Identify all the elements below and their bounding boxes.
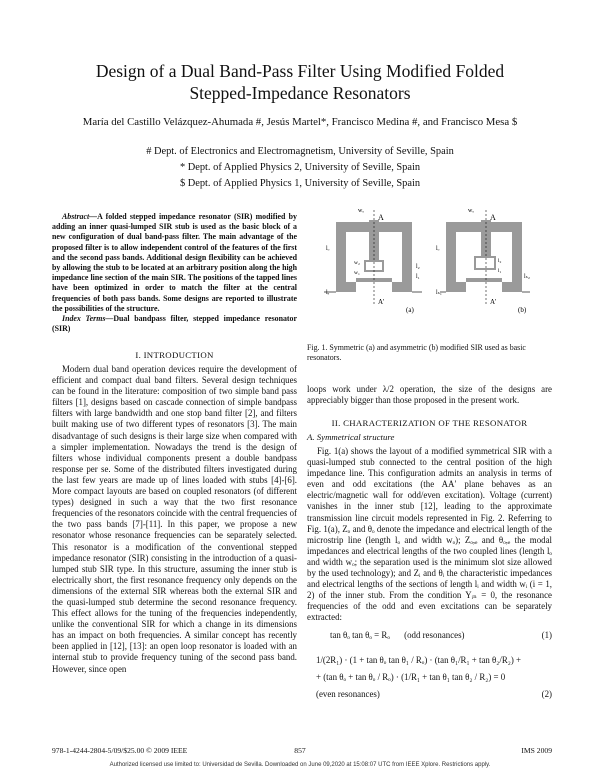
label-lo-b: lₒ bbox=[436, 246, 440, 252]
footer-copyright: 978-1-4244-2804-5/09/$25.00 © 2009 IEEE bbox=[52, 746, 188, 755]
footer-page-number: 857 bbox=[294, 746, 306, 755]
label-A-bottom-b: A' bbox=[490, 298, 497, 306]
label-fig-b: (b) bbox=[518, 306, 527, 314]
equation-2-line-2: + (tan θₒ + tan θₒ / Rₒ) · (1/R₁ + tan θ₁ tan θ₂ / R₂) = 0 bbox=[316, 672, 506, 682]
label-A-bottom-a: A' bbox=[378, 298, 385, 306]
label-lo-a: lₒ bbox=[326, 246, 330, 252]
footer-conference: IMS 2009 bbox=[521, 746, 552, 755]
author-list: María del Castillo Velázquez-Ahumada #, Jesús Martel*, Francisco Medina #, and Francisco Mesa $ bbox=[82, 116, 518, 128]
label-A-top-b: A bbox=[490, 213, 496, 222]
equation-2-number: (2) bbox=[541, 689, 552, 699]
affiliation-3: $ Dept. of Applied Physics 1, University of Seville, Spain bbox=[179, 178, 421, 189]
equation-2 bbox=[316, 652, 552, 703]
label-l2-b: l₂ bbox=[498, 258, 502, 264]
label-ls1-b: lₛ₁ bbox=[436, 290, 442, 296]
license-notice: Authorized licensed use limited to: Universidad de Sevilla. Downloaded on June 09,2020 at 15:08:07 UTC from IEEE Xplore. Restrictions apply. bbox=[109, 762, 491, 768]
affiliations bbox=[0, 144, 600, 192]
label-w2-a: w₂ bbox=[354, 260, 360, 266]
characterization-paragraph: Fig. 1(a) shows the layout of a modified symmetrical SIR with a quasi-lumped stub connected to the central position of the high impedance line. This configuration admits an analysis in terms of even and odd excitations (the AA′ plane behaves as an electric/magnetic wall for odd/even excitation). Voltage (current) vanishes in the inner stub [12], leading to the approximate transmission line circuit models represented in Fig. 2. Referring to Fig. 1(a), Zₒ and θₒ denote the impedance and electrical length of the microstrip line (length lₒ and width wₒ); Zₒ,ₑ and θₒ,ₑ the modal impedances and electrical lengths of the two coupled lines (length lₒ and width wₒ; the separation used is the minimum slot size allowed by the used technology); and Zᵢ and θᵢ the characteristic impedances and electrical lengths of the sections of length lᵢ and width wᵢ (i = 1, 2) of the inner stub. From the condition Yᵢₙ = 0, the resonance frequencies of the odd and even excitations can be separately extracted: bbox=[307, 446, 552, 623]
label-ls2-b: lₛ₂ bbox=[524, 274, 530, 280]
affiliation-1: # Dept. of Electronics and Electromagnetism, University of Seville, Spain bbox=[146, 146, 454, 157]
figure-1b bbox=[436, 208, 530, 314]
label-l1-b: l₁ bbox=[498, 268, 502, 274]
figure-1a bbox=[324, 208, 422, 314]
figure-1 bbox=[318, 202, 548, 332]
equation-2-note: (even resonances) bbox=[316, 689, 380, 699]
abstract-text: A folded stepped impedance resonator (SIR) modified by adding an inner quasi-lumped SIR stub is used as the basic block of a new configuration of dual band-pass filter. The main advantage of the proposed filter is to allow independent control of the features of the first and the second pass bands. Additional design flexibility can be achieved by allowing the stub to be located at an arbitrary position along the high impedance line section of the main SIR. The positions of the tapped lines have been optimized in order to match the filter at the central frequencies of both pass bands. Some designs are reported to illustrate the possibilities of the structure. bbox=[52, 212, 297, 313]
abstract-label: Abstract— bbox=[62, 212, 98, 221]
equation-2-line-1: 1/(2R₁) · (1 + tan θₒ tan θ₁ / Rₒ) · (tan θ₁/R₁ + tan θ₂/R₂) + bbox=[316, 655, 522, 665]
equation-1 bbox=[330, 630, 552, 640]
label-wo-b: wₒ bbox=[468, 208, 475, 214]
label-A-top-a: A bbox=[378, 213, 384, 222]
label-fig-a: (a) bbox=[406, 306, 414, 314]
stub-slot-b bbox=[476, 258, 494, 268]
characterization-body bbox=[307, 446, 552, 624]
affiliation-2: * Dept. of Applied Physics 2, University of Seville, Spain bbox=[179, 162, 421, 173]
title-line-1: Design of a Dual Band-Pass Filter Using Modified Folded bbox=[95, 61, 505, 81]
title-line-2: Stepped-Impedance Resonators bbox=[189, 83, 411, 103]
abstract bbox=[52, 212, 297, 334]
label-l1-a: l₁ bbox=[416, 274, 420, 280]
label-l2-a: l₂ bbox=[416, 264, 420, 270]
subsection-heading: A. Symmetrical structure bbox=[307, 432, 395, 442]
label-wo-a: wₒ bbox=[358, 208, 365, 214]
paper-title bbox=[0, 60, 600, 104]
index-terms-label: Index Terms— bbox=[62, 314, 114, 324]
index-terms-text: Dual bandpass filter, stepped impedance resonator (SIR) bbox=[52, 314, 297, 334]
equation-1-number: (1) bbox=[541, 630, 552, 640]
figure-caption: Fig. 1. Symmetric (a) and asymmetric (b) modified SIR used as basic resonators. bbox=[307, 343, 526, 362]
equation-1-note: (odd resonances) bbox=[404, 630, 465, 640]
label-le-a: lₑ bbox=[326, 290, 330, 296]
label-w1-a: w₁ bbox=[354, 270, 360, 276]
intro-body bbox=[52, 364, 297, 675]
intro-heading: I. INTRODUCTION bbox=[135, 350, 214, 360]
characterization-heading: II. CHARACTERIZATION OF THE RESONATOR bbox=[331, 418, 528, 428]
intro-continued: loops work under λ/2 operation, the size of the designs are appreciably bigger than those proposed in the present work. bbox=[307, 384, 552, 406]
equation-1-lhs: tan θₒ tan θₒ = Rₒ bbox=[330, 630, 390, 640]
intro-paragraph: Modern dual band operation devices require the development of efficient and compact dual band filters. Several design techniques can be found in the literature: composition of two simple band pass filters [1], designs based on cascade connection of simple bandpass filters with large bandwidth and one stop band filter [2], and filters built making use of two different types of resonators [3]. The main disadvantage of such designs is their large size when compared with a simpler implementation. Nowadays the trend is the design of filters whose individual components present a double bandpass response per se. Some of the distributed filters investigated during the last few years are made up of lines loaded with stubs [4]-[6]. More compact layouts are based on coupled resonators (of different types) designed in such a way that the two first resonance frequencies of the resonators coincide with the central frequencies of the two pass bands [7]-[11]. In this paper, we propose a new resonator whose resonance frequencies can be separately selected. This resonator is a modification of the conventional stepped impedance resonator (SIR) consisting in the introduction of a quasi-lumped stub SIR type. In this structure, assuming the inner stub is electrically short, the first resonance frequency only depends on the dimensions of the external SIR whereas both the external SIR and the quasi-lumped stub determine the second resonance frequency. This effect allows for the tuning of the frequencies independently, unlike the conventional SIR for which a change in its dimensions has an impact on both frequencies. A similar concept has recently been applied in [12], [13]: an open loop resonator is loaded with an internal stub to provide frequency tuning of the second pass band. However, since open bbox=[52, 364, 297, 674]
